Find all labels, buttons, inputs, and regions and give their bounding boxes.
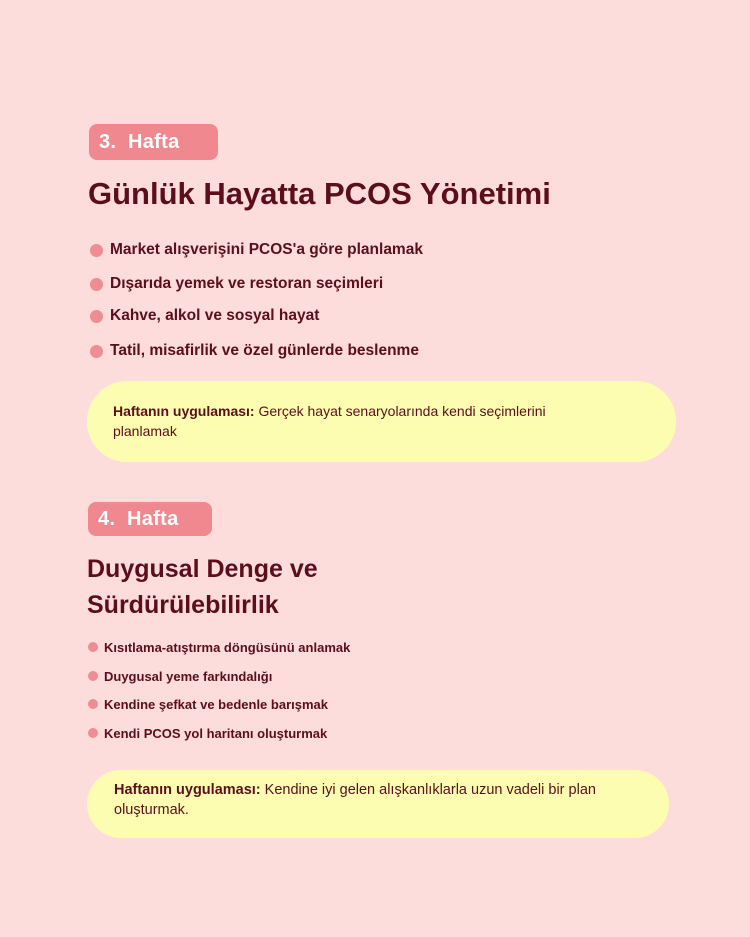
week4-title xyxy=(87,551,318,623)
list-item xyxy=(90,272,383,296)
week4-practice-label: Haftanın uygulaması: xyxy=(114,782,261,798)
week4-badge-label: 4. Hafta xyxy=(98,507,179,530)
list-item-label: Kendi PCOS yol haritanı oluşturmak xyxy=(104,725,328,741)
list-item-label: Tatil, misafirlik ve özel günlerde beslenme xyxy=(110,342,419,359)
week3-badge xyxy=(89,124,218,160)
list-item-label: Market alışverişini PCOS'a göre planlamak xyxy=(110,241,423,258)
list-item-label: Kahve, alkol ve sosyal hayat xyxy=(110,307,320,324)
bullet-dot xyxy=(88,728,98,738)
list-item xyxy=(90,339,419,363)
list-item-label: Kısıtlama-atıştırma döngüsünü anlamak xyxy=(104,639,351,655)
list-item xyxy=(88,666,272,686)
bullet-dot xyxy=(90,345,103,358)
week3-title: Günlük Hayatta PCOS Yönetimi xyxy=(88,176,551,211)
week3-practice-label: Haftanın uygulaması: xyxy=(113,403,255,419)
week3-topic-list xyxy=(90,238,590,368)
list-item xyxy=(90,304,319,328)
week4-practice-text: Kendine iyi gelen alışkanlıklarla uzun vadeli bir plan oluşturmak. xyxy=(114,782,596,818)
list-item-label: Dışarıda yemek ve restoran seçimleri xyxy=(110,275,384,292)
week4-title-line2: Sürdürülebilirlik xyxy=(87,591,279,619)
bullet-dot xyxy=(90,244,103,257)
list-item-label: Duygusal yeme farkındalığı xyxy=(104,668,273,684)
bullet-dot xyxy=(88,699,98,709)
list-item xyxy=(88,694,328,714)
list-item xyxy=(88,637,350,657)
bullet-dot xyxy=(88,642,98,652)
week3-badge-label: 3. Hafta xyxy=(99,130,180,153)
bullet-dot xyxy=(90,310,103,323)
week4-title-line1: Duygusal Denge ve xyxy=(87,555,318,583)
list-item xyxy=(90,238,423,262)
week4-badge xyxy=(88,502,212,536)
list-item-label: Kendine şefkat ve bedenle barışmak xyxy=(104,696,328,712)
week4-practice-box xyxy=(87,770,669,838)
week4-topic-list xyxy=(88,637,488,747)
bullet-dot xyxy=(88,671,98,681)
week3-practice-text: Gerçek hayat senaryolarında kendi seçimlerini planlamak xyxy=(113,403,546,439)
list-item xyxy=(88,723,327,743)
week3-practice-box xyxy=(87,381,676,462)
bullet-dot xyxy=(90,278,103,291)
